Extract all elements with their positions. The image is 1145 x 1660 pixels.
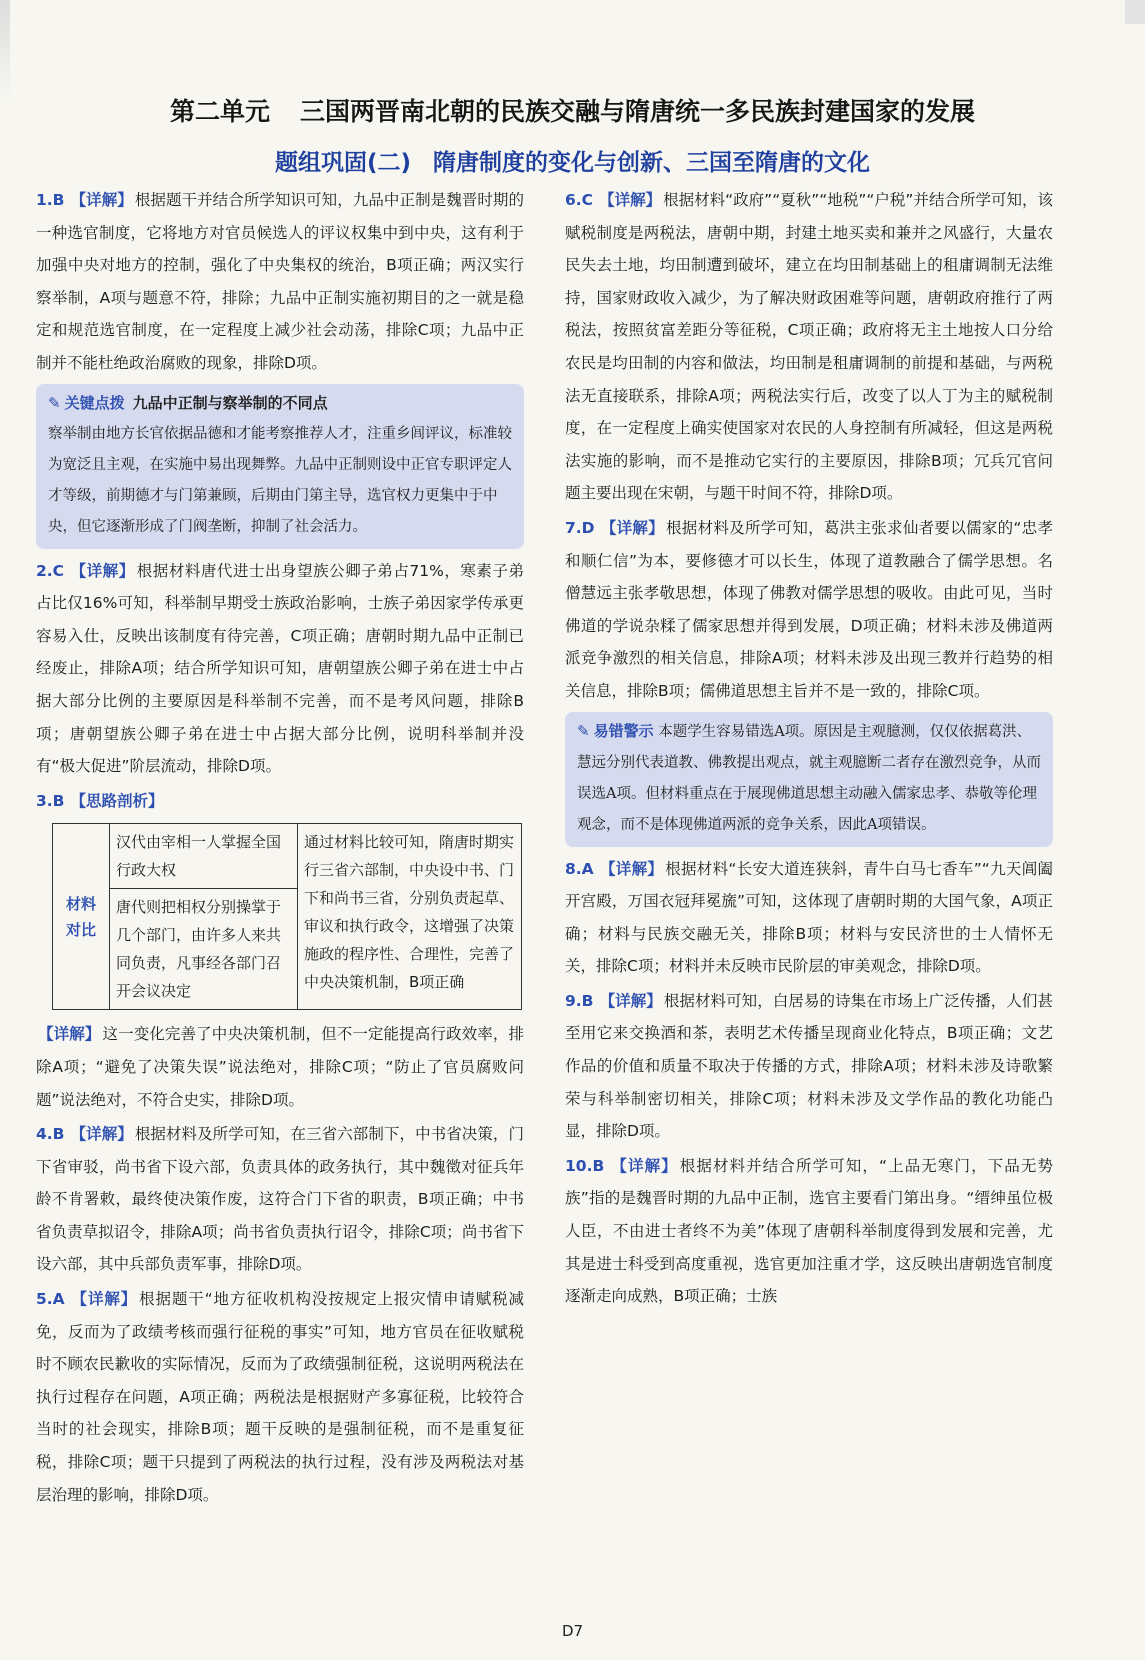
- answer-10: [565, 1150, 1053, 1313]
- detail-tag: 【详解】: [38, 1025, 101, 1044]
- table-cell-conclusion: 通过材料比较可知，隋唐时期实行三省六部制，中央设中书、门下和尚书三省，分别负责起草、审议和执行政令，这增强了决策施政的程序性、合理性，完善了中央决策机制，B项正确: [298, 824, 522, 1010]
- page-corner: [1125, 0, 1145, 24]
- answer-text: 根据材料“长安大道连狭斜，青牛白马七香车”“九天阊阖开宫殿，万国衣冠拜冕旒”可知，这体现了唐朝时期的大国气象，A项正确；材料与民族交融无关，排除B项；材料与安民济世的士人情怀无关，排除C项；材料并未反映市民阶层的审美观念，排除D项。: [565, 859, 1053, 976]
- answer-number: 9.B: [565, 991, 594, 1010]
- detail-tag: 【详解】: [599, 191, 662, 209]
- answer-text: 根据材料可知，白居易的诗集在市场上广泛传播，人们甚至用它来交换酒和茶，表明艺术传播呈现商业化特点，B项正确；文艺作品的价值和质量不取决于传播的方式，排除A项；材料未涉及诗歌繁荣与科举制密切相关，排除C项；材料未涉及文学作品的教化功能凸显，排除D项。: [565, 991, 1053, 1141]
- table-cell-han: 汉代由宰相一人掌握全国行政大权: [110, 824, 298, 889]
- answer-number: 3.B: [36, 791, 65, 810]
- table-cell-tang: 唐代则把相权分别操掌于几个部门，由许多人来共同负责，凡事经各部门召开会议决定: [110, 889, 298, 1010]
- page-number: D7: [561, 1622, 584, 1640]
- answer-text: 根据材料及所学可知，葛洪主张求仙者要以儒家的“忠孝和顺仁信”为本，要修德才可以长生，体现了道教融合了儒学思想。名僧慧远主张孝敬思想，体现了佛教对儒学思想的吸收。由此可见，当时佛道的学说杂糅了儒家思想并得到发展，D项正确；材料未涉及佛道两派竞争激烈的相关信息，排除A项；材料未涉及出现三教并行趋势的相关信息，排除B项；儒佛道思想主旨并不是一致的，排除C项。: [565, 518, 1053, 700]
- page-edge-shadow: [0, 0, 10, 100]
- pen-icon: ✎: [577, 721, 590, 740]
- group-label: 题组巩固(二): [274, 150, 412, 176]
- answer-text: 根据材料并结合所学可知，“上品无寒门，下品无势族”指的是魏晋时期的九品中正制，选官主要看门第出身。“缙绅虽位极人臣，不由进士者终不为美”体现了唐朝科举制度得到发展和完善，尤其是进士科受到高度重视，选官更加注重才学，这反映出唐朝选官制度逐渐走向成熟，B项正确；士族: [565, 1156, 1053, 1306]
- right-column: [565, 184, 1053, 1313]
- answer-text: 根据材料“政府”“夏秋”“地税”“户税”并结合所学可知，该赋税制度是两税法，唐朝中期，封建土地买卖和兼并之风盛行，大量农民失去土地，均田制遭到破坏，建立在均田制基础上的租庸调制无法维持，国家财政收入减少，为了解决财政困难等问题，唐朝政府推行了两税法，按照贫富差距分等征税，C项正确；政府将无主土地按人口分给农民是均田制的内容和做法，均田制是租庸调制的前提和基础，与两税法无直接联系，排除A项；两税法实行后，改变了以人丁为主的赋税制度，在一定程度上确实使国家对农民的人身控制有所减轻，但这是两税法实施的影响，而不是推动它实行的主要原因，排除B项；冗兵冗官问题主要出现在宋朝，与题干时间不符，排除D项。: [565, 191, 1053, 503]
- answer-4: [36, 1118, 524, 1281]
- tip-label: ✎ 关键点拨: [48, 394, 125, 412]
- group-title: [0, 144, 1145, 177]
- detail-tag: 【详解】: [70, 561, 135, 580]
- unit-title: [0, 92, 1145, 128]
- error-tip-box: [565, 712, 1053, 847]
- answer-number: 10.B: [565, 1156, 605, 1175]
- detail-tag: 【详解】: [610, 1156, 678, 1175]
- answer-text: 根据题干并结合所学知识可知，九品中正制是魏晋时期的一种选官制度，它将地方对官员候选人的评议权集中到中央，这有利于加强中央对地方的控制，强化了中央集权的统治，B项正确；两汉实行察举制，A项与题意不符，排除；九品中正制实施初期目的之一就是稳定和规范选官制度，在一定程度上减少社会动荡，排除C项；九品中正制并不能杜绝政治腐败的现象，排除D项。: [36, 191, 524, 372]
- answer-6: [565, 184, 1053, 510]
- answer-3-head: [36, 785, 524, 818]
- answer-text: 根据材料唐代进士出身望族公卿子弟占71%，寒素子弟占比仅16%可知，科举制早期受士族政治影响，士族子弟因家学传承更容易入仕，反映出该制度有待完善，C项正确；唐朝时期九品中正制已经废止，排除A项；结合所学知识可知，唐朝望族公卿子弟在进士中占据大部分比例的主要原因是科举制不完善，而不是考风问题，排除B项；唐朝望族公卿子弟在进士中占据大部分比例，说明科举制并没有“极大促进”阶层流动，排除D项。: [36, 561, 524, 776]
- key-tip-box: [36, 384, 524, 549]
- tip-label: ✎ 易错警示: [577, 722, 654, 740]
- detail-tag: 【详解】: [600, 518, 664, 537]
- answer-number: 8.A: [565, 859, 594, 878]
- detail-tag: 【详解】: [70, 1125, 133, 1144]
- detail-tag: 【详解】: [70, 191, 133, 209]
- pen-icon: ✎: [48, 393, 61, 412]
- answer-number: 5.A: [36, 1290, 65, 1309]
- answer-9: [565, 985, 1053, 1148]
- tip-title: 九品中正制与察举制的不同点: [132, 393, 328, 412]
- answer-text: 这一变化完善了中央决策机制，但不一定能提高行政效率，排除A项；“避免了决策失误”说法绝对，排除C项；“防止了官员腐败问题”说法绝对，不符合史实，排除D项。: [36, 1025, 524, 1109]
- thinking-tag: 【思路剖析】: [70, 791, 164, 810]
- answer-number: 6.C: [565, 191, 594, 209]
- tip-header: [48, 388, 512, 419]
- answer-3: [36, 1018, 524, 1116]
- group-title-text: 隋唐制度的变化与创新、三国至隋唐的文化: [433, 150, 871, 176]
- detail-tag: 【详解】: [599, 859, 664, 878]
- left-column: [36, 184, 524, 1511]
- answer-text: 根据题干“地方征收机构没按规定上报灾情申请赋税减免，反而为了政绩考核而强行征税的事实”可知，地方官员在征收赋税时不顾农民歉收的实际情况，反而为了政绩强制征税，这说明两税法在执行过程存在问题，A项正确；两税法是根据财产多寡征税，比较符合当时的社会现实，排除B项；题干反映的是强制征税，而不是重复征税，排除C项；题干只提到了两税法的执行过程，没有涉及两税法对基层治理的影响，排除D项。: [36, 1290, 524, 1504]
- answer-number: 1.B: [36, 191, 65, 209]
- tip-text: 本题学生容易错选A项。原因是主观臆测，仅仅依据葛洪、慧远分别代表道教、佛教提出观点，就主观臆断二者存在激烈竞争，从而误选A项。但材料重点在于展现佛道思想主动融入儒家忠孝、恭敬等伦理观念，而不是体现佛道两派的竞争关系，因此A项错误。: [577, 723, 1041, 833]
- detail-tag: 【详解】: [70, 1290, 138, 1309]
- answer-8: [565, 853, 1053, 983]
- analysis-table: [52, 823, 522, 1010]
- answer-text: 根据材料及所学可知，在三省六部制下，中书省决策，门下省审驳，尚书省下设六部，负责具体的政务执行，其中魏徵对征兵年龄不肯署敕，最终使决策作废，这符合门下省的职责，B项正确；中书省负责草拟诏令，排除A项；尚书省负责执行诏令，排除C项；尚书省下设六部，其中兵部负责军事，排除D项。: [36, 1125, 524, 1274]
- tip-text: 察举制由地方长官依据品德和才能考察推荐人才，注重乡闾评议，标准较为宽泛且主观，在实施中易出现舞弊。九品中正制则设中正官专职评定人才等级，前期德才与门第兼顾，后期由门第主导，选官权力更集中于中央，但它逐渐形成了门阀垄断，抑制了社会活力。: [48, 425, 512, 535]
- detail-tag: 【详解】: [599, 991, 662, 1010]
- answer-number: 7.D: [565, 518, 595, 537]
- answer-1: [36, 184, 524, 380]
- answer-number: 4.B: [36, 1125, 65, 1144]
- answer-5: [36, 1283, 524, 1511]
- table-row-head: 材料对比: [53, 824, 110, 1010]
- answer-2: [36, 555, 524, 783]
- unit-label: 第二单元: [169, 97, 270, 126]
- answer-number: 2.C: [36, 561, 65, 580]
- answer-7: [565, 512, 1053, 708]
- unit-title-text: 三国两晋南北朝的民族交融与隋唐统一多民族封建国家的发展: [300, 97, 976, 126]
